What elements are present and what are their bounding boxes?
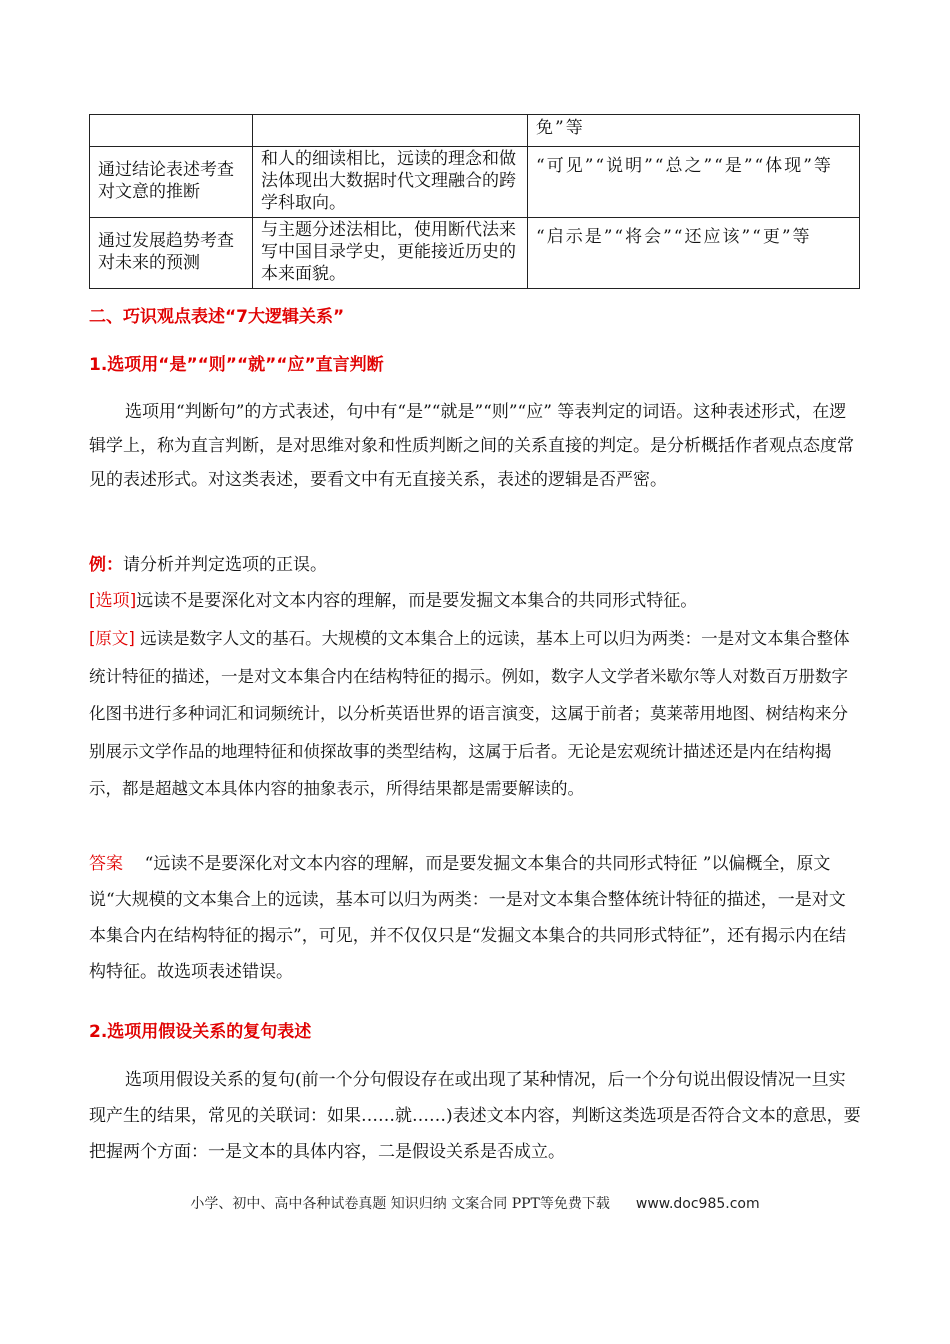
- table-cell: [253, 115, 528, 147]
- footer-url[interactable]: www.doc985.com: [635, 1196, 760, 1212]
- example-label: 例：: [89, 555, 123, 575]
- table-cell: “可见”“说明”“总之”“是”“体现”等: [528, 147, 860, 218]
- source-label: [原文]: [89, 629, 135, 648]
- table-cell: 与主题分述法相比，使用断代法来写中国目录学史，更能接近历史的本来面貌。: [253, 218, 528, 289]
- example-text: 请分析并判定选项的正误。: [123, 555, 327, 575]
- table-cell: 通过发展趋势考查对未来的预测: [90, 218, 253, 289]
- table-cell: 和人的细读相比，远读的理念和做法体现出大数据时代文理融合的跨学科取向。: [253, 147, 528, 218]
- source-text: 远读是数字人文的基石。大规模的文本集合上的远读，基本上可以归为两类：一是对文本集合整体统计特征的描述，一是对文本集合内在结构特征的揭示。例如，数字人文学者米歇尔等人对数百万册数字化图书进行多种词汇和词频统计，以分析英语世界的语言演变，这属于前者；莫莱蒂用地图、树结构来分别展示文学作品的地理特征和侦探故事的类型结构，这属于后者。无论是宏观统计描述还是内在结构揭示，都是超越文本具体内容的抽象表示，所得结果都是需要解读的。: [89, 629, 850, 798]
- table-cell: 通过结论表述考查对文意的推断: [90, 147, 253, 218]
- option-text: 远读不是要深化对文本内容的理解，而是要发掘文本集合的共同形式特征。: [136, 591, 698, 611]
- comparison-table: [89, 114, 860, 289]
- answer-text: “远读不是要深化对文本内容的理解，而是要发掘文本集合的共同形式特征 ”以偏概全，原文说“大规模的文本集合上的远读，基本可以归为两类：一是对文本集合整体统计特征的描述，一是对文本集合内在结构特征的揭示”，可见，并不仅仅只是“发掘文本集合的共同形式特征”，还有揭示内在结构特征。故选项表述错误。: [89, 854, 847, 982]
- page-footer: [0, 1193, 950, 1213]
- answer-label: 答案: [89, 854, 123, 874]
- paragraph: 选项用假设关系的复句(前一个分句假设存在或出现了某种情况，后一个分句说出假设情况一旦实现产生的结果，常见的关联词：如果……就……)表述文本内容，判断这类选项是否符合文本的意思，要把握两个方面：一是文本的具体内容，二是假设关系是否成立。: [89, 1070, 861, 1162]
- section-heading: 二、巧识观点表述“7大逻辑关系”: [89, 307, 345, 327]
- table-cell: “启示是”“将会”“还应该”“更”等: [528, 218, 860, 289]
- footer-text: 小学、初中、高中各种试卷真题 知识归纳 文案合同 PPT等免费下载: [190, 1196, 610, 1212]
- option-line: [89, 584, 861, 618]
- paragraph: 选项用“判断句”的方式表述，句中有“是”“就是”“则”“应” 等表判定的词语。这种表述形式，在逻辑学上，称为直言判断，是对思维对象和性质判断之间的关系直接的判定。是分析概括作者观点态度常见的表述形式。对这类表述，要看文中有无直接关系，表述的逻辑是否严密。: [89, 402, 854, 490]
- sub1-intro: [89, 395, 861, 497]
- table-cell: 免”等: [528, 115, 860, 147]
- table-row: [90, 218, 860, 289]
- source-block: [89, 620, 861, 808]
- table-row: [90, 147, 860, 218]
- subsection-heading-2: 2.选项用假设关系的复句表述: [89, 1022, 312, 1042]
- answer-block: [89, 846, 861, 990]
- subsection-heading-1: 1.选项用“是”“则”“就”“应”直言判断: [89, 355, 384, 375]
- example-line: [89, 548, 861, 582]
- sub2-intro: [89, 1062, 861, 1170]
- table-cell: [90, 115, 253, 147]
- table-row: [90, 115, 860, 147]
- option-label: [选项]: [89, 591, 137, 611]
